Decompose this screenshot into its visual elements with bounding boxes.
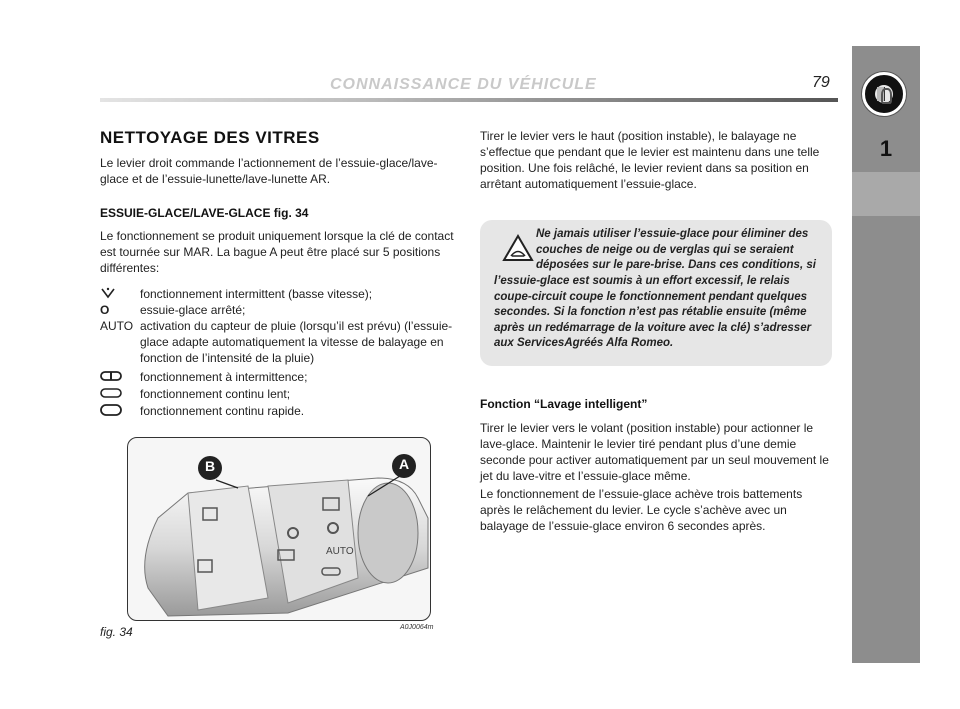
chapter-tab-highlight [852, 172, 920, 216]
section-intro: Le levier droit commande l’actionnement de l’essuie-glace/lave-glace et de l’essuie-lunette/lave-lunette AR. [100, 156, 438, 186]
intermittent-icon [100, 369, 134, 387]
header-rule [100, 98, 838, 102]
figure-caption: fig. 34 [100, 625, 133, 639]
position-item [100, 386, 458, 402]
warning-box [480, 220, 832, 366]
callout-a-label: A [398, 456, 410, 472]
continuous-fast-icon [100, 403, 134, 421]
position-text: fonctionnement à intermittence; [140, 370, 308, 384]
position-text: essuie-glace arrêté; [140, 303, 246, 317]
wiper-stalk-figure [127, 437, 431, 621]
warning-text: Ne jamais utiliser l’essuie-glace pour éliminer des couches de neige ou de verglas qui se seraient déposées sur le pare-brise. Dans ces conditions, si [536, 228, 816, 271]
position-text: fonctionnement continu lent; [140, 387, 291, 401]
position-item [100, 302, 458, 318]
section-title: NETTOYAGE DES VITRES [100, 128, 320, 147]
function-text-1: Tirer le levier vers le volant (position instable) pour actionner le lave-glace. Maintenir le levier tiré pendant plus d’une demie seconde pour activer automatiquement par un seul mouvement le jet du lave-vitre et l’essuie-glace même. [480, 421, 829, 483]
function-title: Fonction “Lavage intelligent” [480, 397, 648, 411]
position-item [100, 286, 458, 302]
position-item [100, 318, 458, 366]
wiper-stalk-illustration [128, 438, 431, 621]
position-symbol: O [100, 303, 110, 317]
position-item [100, 369, 458, 385]
warning-text-continued: l’essuie-glace est soumis à un effort excessif, le relais coupe-circuit coupe le fonctionnement pendant quelques secondes. Si la fonction n’est pas rétablie ensuite (même après un redémarrage de la voiture avec la clé) s’adresser aux ServicesAgréés Alfa Romeo. [494, 275, 812, 349]
continuous-slow-icon [100, 386, 134, 404]
function-text-2: Le fonctionnement de l’essuie-glace achève trois battements après le relâchement du levier. Le cycle s’achève avec un balayage de l’essuie-glace environ 6 secondes après. [480, 487, 803, 533]
running-header-title: CONNAISSANCE DU VÉHICULE [330, 76, 597, 93]
alfa-romeo-logo-icon [862, 72, 906, 116]
position-text: fonctionnement continu rapide. [140, 404, 305, 418]
chapter-number: 1 [879, 136, 893, 161]
position-text: activation du capteur de pluie (lorsqu’il est prévu) (l’essuie-glace adapte automatiquement la vitesse de balayage en fonction de l’intensité de la pluie) [140, 319, 453, 365]
ring-auto-label: AUTO [326, 546, 354, 557]
position-text: fonctionnement intermittent (basse vitesse); [140, 287, 373, 301]
position-symbol: AUTO [100, 319, 134, 333]
lever-up-paragraph: Tirer le levier vers le haut (position instable), le balayage ne s’effectue que pendant que le levier est maintenu dans une telle position. Une fois relâché, le levier revient dans sa position en arrêtant automatiquement l’essuie-glace. [480, 129, 820, 191]
position-item [100, 403, 458, 419]
figure-code: A0J0064m [400, 624, 434, 631]
subsection-text: Le fonctionnement se produit uniquement lorsque la clé de contact est tournée sur MAR. La bague A peut être placé sur 5 positions différentes: [100, 229, 454, 275]
callout-b-label: B [204, 458, 216, 474]
subsection-title: ESSUIE-GLACE/LAVE-GLACE fig. 34 [100, 206, 309, 220]
warning-icon [502, 234, 534, 267]
page-number: 79 [812, 74, 830, 91]
